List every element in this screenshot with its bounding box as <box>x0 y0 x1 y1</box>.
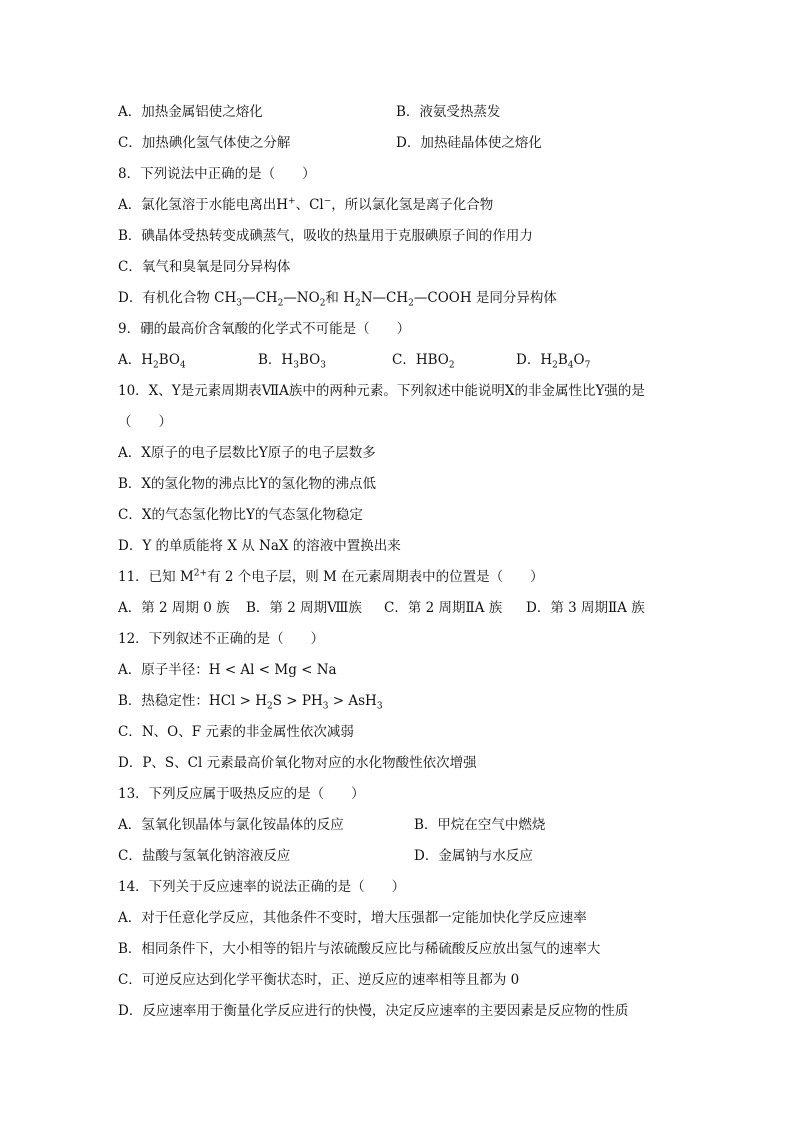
q9-stem: 9．硼的最高价含氧酸的化学式不可能是（ ） <box>118 321 411 337</box>
q11-option-a: A．第 2 周期 0 族 <box>118 600 230 616</box>
q10-option-b: B．X的氢化物的沸点比Y的氢化物的沸点低 <box>118 476 376 492</box>
q7-option-a: A．加热金属铝使之熔化 <box>118 104 263 120</box>
q13-option-c: C．盐酸与氢氧化钠溶液反应 <box>118 848 291 864</box>
q7-option-d: D．加热硅晶体使之熔化 <box>396 135 542 151</box>
q14-option-b: B．相同条件下，大小相等的铝片与浓硫酸反应比与稀硫酸反应放出氢气的速率大 <box>118 941 601 957</box>
q12-option-a: A．原子半径：H < Al < Mg < Na <box>118 662 337 678</box>
q8-option-c: C．氧气和臭氧是同分异构体 <box>118 259 291 275</box>
q10-option-a: A．X原子的电子层数比Y原子的电子层数多 <box>118 445 376 461</box>
q13-stem: 13．下列反应属于吸热反应的是（ ） <box>118 786 365 802</box>
q11-option-c: C．第 2 周期ⅡA 族 <box>384 600 503 616</box>
q8-option-b: B．碘晶体受热转变成碘蒸气，吸收的热量用于克服碘原子间的作用力 <box>118 228 533 244</box>
q14-option-a: A．对于任意化学反应，其他条件不变时，增大压强都一定能加快化学反应速率 <box>118 910 587 926</box>
q14-option-c: C．可逆反应达到化学平衡状态时，正、逆反应的速率相等且都为 0 <box>118 972 520 988</box>
q12-option-b: B．热稳定性：HCl > $H_2S > PH_3 > AsH_3$ <box>118 693 383 712</box>
q9-option-a: A．$H_2BO_4$ <box>118 352 186 371</box>
q9-option-d: D．$H_2B_4O_7$ <box>516 352 591 371</box>
q7-option-b: B．液氨受热蒸发 <box>396 104 501 120</box>
q9-option-c: C．$HBO_2$ <box>392 352 455 371</box>
q9-option-b: B．$H_3BO_3$ <box>258 352 326 371</box>
q13-option-b: B．甲烷在空气中燃烧 <box>414 817 546 833</box>
q10-stem-continued: （ ） <box>118 414 172 430</box>
q13-option-d: D．金属钠与水反应 <box>414 848 533 864</box>
q12-option-c: C．N、O、F 元素的非金属性依次减弱 <box>118 724 354 740</box>
q12-option-d: D．P、S、Cl 元素最高价氧化物对应的水化物酸性依次增强 <box>118 755 477 771</box>
q13-option-a: A．氢氧化钡晶体与氯化铵晶体的反应 <box>118 817 344 833</box>
q11-stem: 11．已知 $M^{2+}$有 2 个电子层，则 M 在元素周期表中的位置是（ ） <box>118 568 544 585</box>
q14-option-d: D．反应速率用于衡量化学反应进行的快慢，决定反应速率的主要因素是反应物的性质 <box>118 1003 629 1019</box>
q11-option-b: B．第 2 周期Ⅷ族 <box>246 600 362 616</box>
q10-stem: 10．X、Y是元素周期表ⅦA族中的两种元素。下列叙述中能说明X的非金属性比Y强的是 <box>118 383 645 399</box>
q12-stem: 12．下列叙述不正确的是（ ） <box>118 631 325 647</box>
q10-option-c: C．X的气态氢化物比Y的气态氢化物稳定 <box>118 507 363 523</box>
q10-option-d: D．Y 的单质能将 X 从 NaX 的溶液中置换出来 <box>118 538 401 554</box>
q8-option-a: A．氯化氢溶于水能电离出H+、Cl−，所以氯化氢是离子化合物 <box>118 196 494 213</box>
q8-option-d: D．有机化合物 $CH_3—CH_2—NO_2$和 $H_2N—CH_2—COOH$ 是同分异构体 <box>118 290 557 309</box>
q7-option-c: C．加热碘化氢气体使之分解 <box>118 135 291 151</box>
q14-stem: 14．下列关于反应速率的说法正确的是（ ） <box>118 879 406 895</box>
q8-stem: 8．下列说法中正确的是（ ） <box>118 166 316 182</box>
q11-option-d: D．第 3 周期ⅡA 族 <box>526 600 645 616</box>
